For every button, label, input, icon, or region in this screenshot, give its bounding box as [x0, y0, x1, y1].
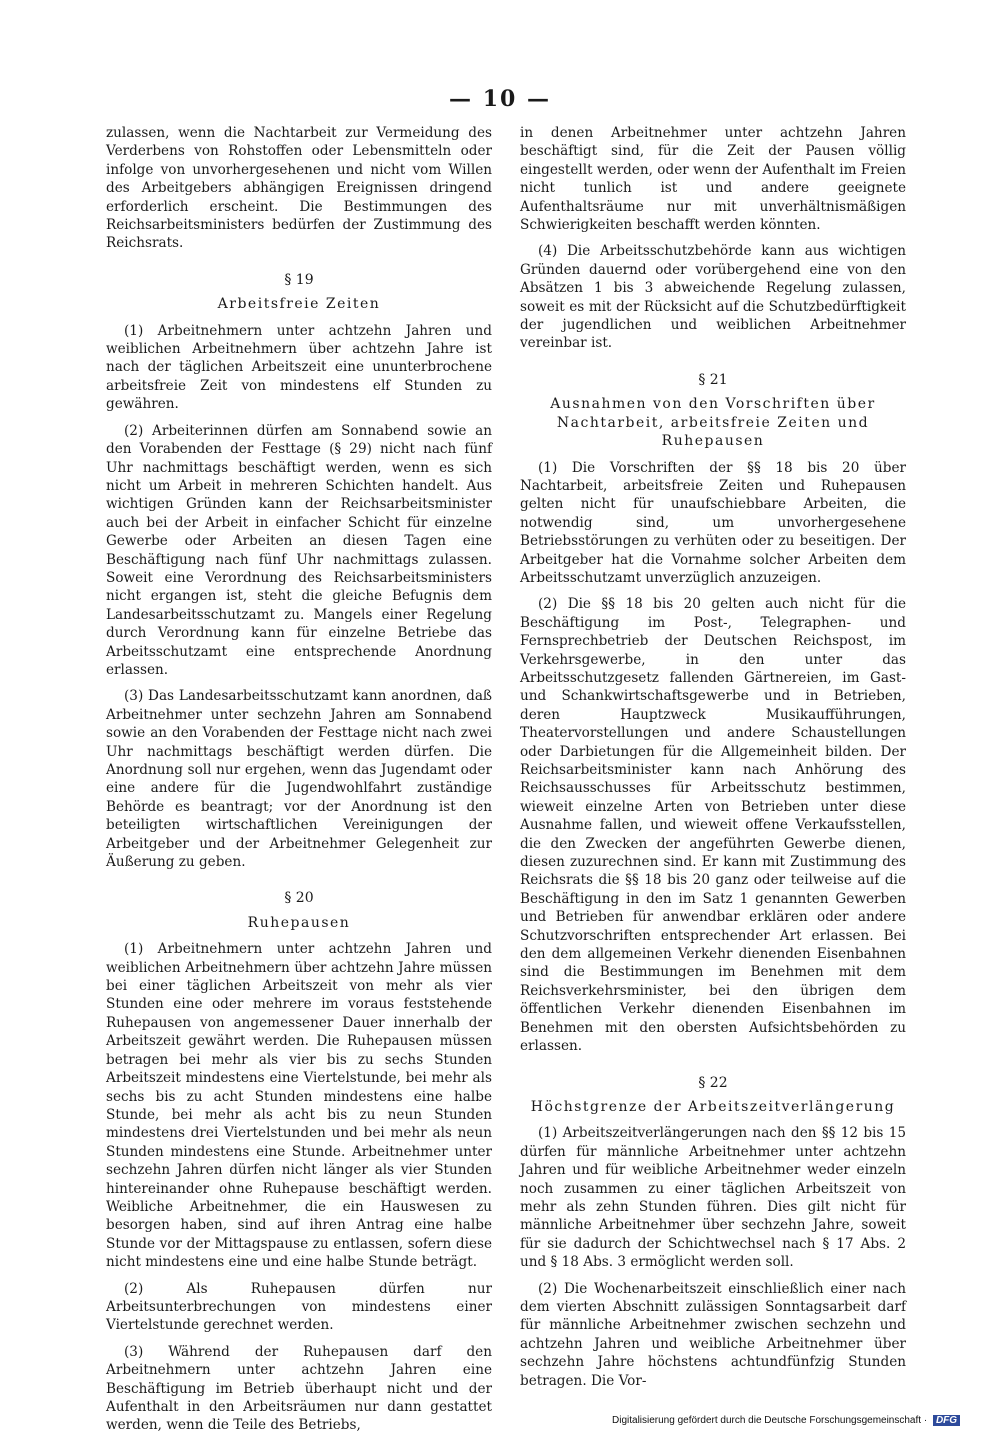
footer-text: Digitalisierung gefördert durch die Deutsche Forschungsgemeinschaft ·	[612, 1415, 928, 1426]
paragraph-19-1: (1) Arbeitnehmern unter achtzehn Jahren und weiblichen Arbeitnehmern über achtzehn Jahre ist nach der täglichen Arbeitszeit eine ununterbrochene arbeitsfreie Zeit von mindestens elf Stunden zu gewähren.	[106, 322, 492, 413]
paragraph-21-2: (2) Die §§ 18 bis 20 gelten auch nicht für die Beschäftigung im Post-, Telegraphen- und Fernsprechbetrieb der Deutschen Reichspost, im Verkehrsgewerbe, in den unter das Arbeitsschutzgesetz fallenden Gärtnereien, im Gast- und Schankwirtschaftsgewerbe und in Betrieben, deren Hauptzweck Musikaufführungen, Theatervorstellungen und andere Schaustellungen oder Darbietungen für die Allgemeinheit bilden. Der Reichsarbeitsminister kann nach Anhörung des Reichsausschusses für Arbeitsschutz bestimmen, wieweit einzelne Arten von Betrieben unter diese Ausnahme fallen, und wieweit offene Verkaufsstellen, die den Zwecken der angeführten Gewerbe dienen, diesen zuzurechnen sind. Er kann mit Zustimmung des Reichsrats die §§ 18 bis 20 ganz oder teilweise auf die Beschäftigung in den im Satz 1 genannten Gewerben und Betrieben für anwendbar erklären oder andere Schutzvorschriften entsprechender Art erlassen. Bei den dem allgemeinen Verkehr dienenden Eisenbahnen sind die Bestimmungen im Benehmen mit dem Reichsverkehrsminister, bei den übrigen dem öffentlichen Verkehr dienenden Eisenbahnen im Benehmen mit den obersten Aufsichtsbehörden zu erlassen.	[520, 596, 906, 1055]
paragraph-21-1: (1) Die Vorschriften der §§ 18 bis 20 über Nachtarbeit, arbeitsfreie Zeiten und Ruhepausen gelten nicht für unaufschiebbare Arbeiten, die notwendig sind, um unvorhergesehene Betriebsstörungen zu verhüten oder zu beseitigen. Der Arbeitgeber hat die Vornahme solcher Arbeiten dem Arbeitsschutzamt unverzüglich anzuzeigen.	[520, 459, 906, 586]
paragraph-20-2: (2) Als Ruhepausen dürfen nur Arbeitsunterbrechungen von mindestens einer Viertelstunde gerechnet werden.	[106, 1280, 492, 1334]
paragraph-19-2: (2) Arbeiterinnen dürfen am Sonnabend sowie an den Vorabenden der Festtage (§ 29) nicht nach fünf Uhr nachmittags beschäftigt werden, wenn es sich nicht um Arbeit in mehreren Schichten handelt. Aus wichtigen Gründen kann der Reichsarbeitsminister auch bei der Arbeit in einfacher Schicht für einzelne Gewerbe oder Arbeiten an diesen Tagen eine Beschäftigung nach fünf Uhr nachmittags zulassen. Soweit eine Verordnung des Reichsarbeitsministers nicht ergangen ist, steht die gleiche Befugnis dem Landesarbeitsschutzamt zu. Mangels einer Regelung durch Verordnung kann für einzelne Betriebe das Arbeitsschutzamt eine entsprechende Anordnung erlassen.	[106, 422, 492, 678]
section-number-21: § 21	[698, 371, 728, 388]
paragraph-19-3: (3) Das Landesarbeitsschutzamt kann anordnen, daß Arbeitnehmer unter sechzehn Jahren am Sonnabend sowie an den Vorabenden der Festtage nicht nach zwei Uhr nachmittags beschäftigt werden dürfen. Die Anordnung soll nur ergehen, wenn das Jugendamt oder eine andere für die Jugendwohlfahrt zuständige Behörde es beantragt; vor der Anordnung ist den beteiligten wirtschaftlichen Vereinigungen der Arbeitgeber und der Arbeitnehmer Gelegenheit zur Äußerung zu geben.	[106, 688, 492, 871]
footer-credit	[612, 1415, 960, 1426]
paragraph-20-1: (1) Arbeitnehmern unter achtzehn Jahren und weiblichen Arbeitnehmern über achtzehn Jahre müssen bei einer täglichen Arbeitszeit von mehr als vier Stunden eine oder mehrere im voraus feststehende Ruhepausen von angemessener Dauer innerhalb der Arbeitszeit gewährt werden. Die Ruhepausen müssen betragen bei mehr als vier bis zu sechs Stunden Arbeitszeit mindestens eine Viertelstunde, bei mehr als sechs bis zu acht Stunden mindestens eine halbe Stunde, bei mehr als acht bis zu neun Stunden mindestens drei Viertelstunden und bei mehr als neun Stunden mindestens eine Stunde. Arbeitnehmer unter sechzehn Jahren dürfen nicht länger als vier Stunden hintereinander ohne Ruhepause beschäftigt werden. Weibliche Arbeitnehmer, die ein Hauswesen zu besorgen haben, sind auf ihren Antrag eine halbe Stunde vor der Mittagspause zu entlassen, sofern diese nicht mindestens eine und eine halbe Stunde beträgt.	[106, 941, 492, 1271]
right-column	[520, 124, 906, 1398]
section-number-19: § 19	[284, 271, 314, 288]
section-title-20: Ruhepausen	[247, 914, 351, 931]
paragraph-22-2: (2) Die Wochenarbeitszeit einschließlich einer nach dem vierten Abschnitt zulässigen Sonntagsarbeit darf für männliche Arbeitnehmer zwischen sechzehn und achtzehn Jahren und weibliche Arbeitnehmer über sechzehn Jahre höchstens achtundfünfzig Stunden betragen. Die Vor-	[520, 1280, 906, 1389]
left-column	[106, 124, 492, 1443]
paragraph-20-4: (4) Die Arbeitsschutzbehörde kann aus wichtigen Gründen dauernd oder vorübergehend eine von den Absätzen 1 bis 3 abweichende Regelung zulassen, soweit es mit der Rücksicht auf die Schutzbedürftigkeit der jugendlichen und weiblichen Arbeitnehmer vereinbar ist.	[520, 243, 906, 352]
paragraph-22-1: (1) Arbeitszeitverlängerungen nach den §§ 12 bis 15 dürfen für männliche Arbeitnehmer unter achtzehn Jahren und für weibliche Arbeitnehmer weder einzeln noch zusammen zu einer täglichen Arbeitszeit von mehr als zehn Stunden führen. Dies gilt nicht für männliche Arbeitnehmer über sechzehn Jahre, soweit für sie dadurch der Schichtwechsel nach § 17 Abs. 2 und § 18 Abs. 3 ermöglicht werden soll.	[520, 1125, 906, 1271]
section-title-21: Ausnahmen von den Vorschriften über Nachtarbeit, arbeitsfreie Zeiten und Ruhepausen	[550, 396, 876, 450]
section-number-20: § 20	[284, 890, 314, 907]
paragraph-20-3: (3) Während der Ruhepausen darf den Arbeitnehmern unter achtzehn Jahren eine Beschäftigung im Betrieb überhaupt nicht und der Aufenthalt in den Arbeitsräumen nur dann gestattet werden, wenn die Teile des Betriebs,	[106, 1343, 492, 1434]
paragraph-continuation: zulassen, wenn die Nachtarbeit zur Vermeidung des Verderbens von Rohstoffen oder Lebensmitteln oder infolge von unvorhergesehenen und nicht vom Willen des Arbeitgebers abhängigen Ereignissen dringend erforderlich erscheint. Die Bestimmungen des Reichsarbeitsministers bedürfen der Zustimmung des Reichsrats.	[106, 125, 492, 252]
dfg-logo-icon: DFG	[933, 1415, 960, 1426]
section-title-19: Arbeitsfreie Zeiten	[217, 296, 381, 313]
page-number: — 10 —	[449, 86, 551, 112]
section-number-22: § 22	[698, 1074, 728, 1091]
section-title-22: Höchstgrenze der Arbeitszeitverlängerung	[530, 1098, 896, 1115]
paragraph-continuation: in denen Arbeitnehmer unter achtzehn Jahren beschäftigt sind, für die Zeit der Pausen völlig eingestellt werden, oder wenn der Aufenthalt im Freien nicht tunlich ist und andere geeignete Aufenthaltsräume nur mit unverhältnismäßigen Schwierigkeiten beschafft werden könnten.	[520, 125, 906, 234]
